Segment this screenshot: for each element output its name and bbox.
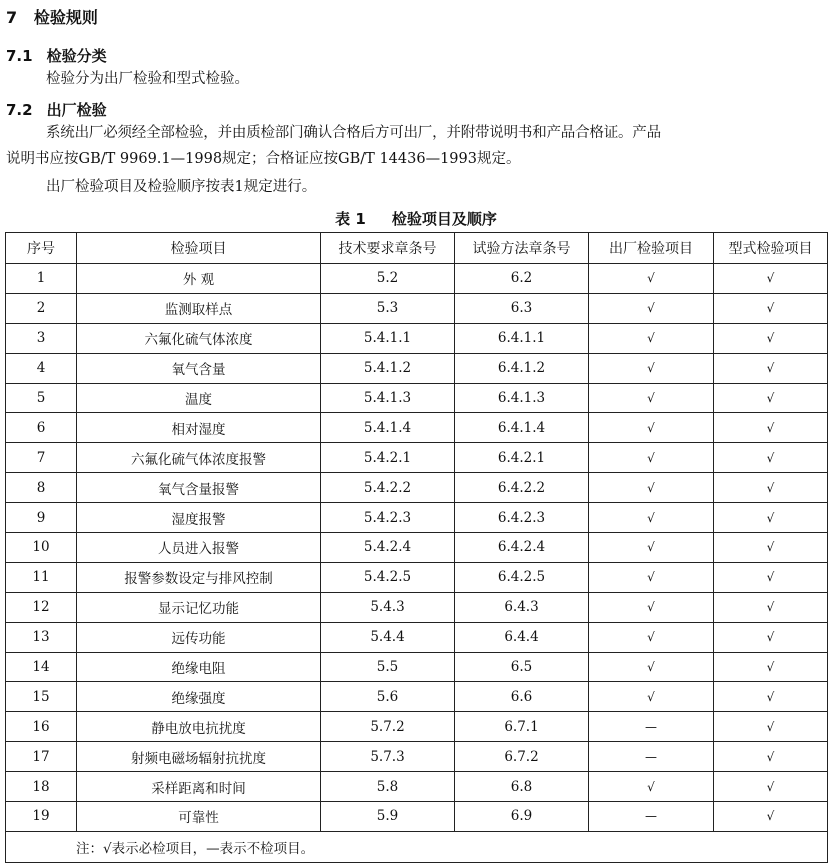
table-cell: √: [589, 353, 714, 383]
table-cell: √: [714, 473, 828, 503]
table-cell: 5.3: [321, 293, 455, 323]
table-cell: √: [589, 503, 714, 533]
table-row: [6, 323, 828, 353]
table-cell: 6.4.1.3: [455, 383, 589, 413]
table-cell: 静电放电抗扰度: [77, 712, 321, 742]
subsection-number: 7.2: [6, 101, 33, 119]
table-cell: 5.8: [321, 772, 455, 802]
table-cell: 4: [6, 353, 77, 383]
table-cell: 5.7.2: [321, 712, 455, 742]
header-cell: 出厂检验项目: [589, 233, 714, 264]
table-cell: √: [589, 772, 714, 802]
table-cell: 3: [6, 323, 77, 353]
table-row: [6, 533, 828, 563]
table-cell: 14: [6, 652, 77, 682]
table-cell: 6.8: [455, 772, 589, 802]
table-cell: —: [589, 712, 714, 742]
table-cell: 6.2: [455, 264, 589, 294]
table-cell: 6.4.1.4: [455, 413, 589, 443]
table-cell: 6.4.2.2: [455, 473, 589, 503]
table-cell: 17: [6, 742, 77, 772]
table-cell: 5.7.3: [321, 742, 455, 772]
table-cell: √: [589, 383, 714, 413]
table-cell: √: [589, 473, 714, 503]
table-cell: 绝缘电阻: [77, 652, 321, 682]
subsection-7-1-text: 检验分为出厂检验和型式检验。: [46, 71, 249, 87]
table-cell: 5.4.1.1: [321, 323, 455, 353]
table-cell: √: [714, 772, 828, 802]
table-cell: 6.3: [455, 293, 589, 323]
table-row: [6, 383, 828, 413]
table-cell: √: [714, 682, 828, 712]
table-cell: —: [589, 742, 714, 772]
table-cell: 远传功能: [77, 622, 321, 652]
section-heading: [6, 5, 98, 28]
table-row: [6, 592, 828, 622]
table-cell: 16: [6, 712, 77, 742]
table-header-row: [6, 233, 828, 264]
table-cell: 5.4.2.4: [321, 533, 455, 563]
table-row: [6, 742, 828, 772]
table-cell: 5.4.3: [321, 592, 455, 622]
table-cell: 19: [6, 802, 77, 832]
table-cell: 5.4.2.5: [321, 562, 455, 592]
table-cell: √: [714, 802, 828, 832]
table-cell: 5.4.2.1: [321, 443, 455, 473]
table-cell: 5.4.1.4: [321, 413, 455, 443]
table-cell: 15: [6, 682, 77, 712]
table-cell: √: [714, 383, 828, 413]
header-cell: 序号: [6, 233, 77, 264]
table-caption-number: 表 1: [335, 210, 366, 228]
table-row: [6, 413, 828, 443]
table-cell: √: [589, 323, 714, 353]
table-cell: √: [714, 742, 828, 772]
table-row: [6, 293, 828, 323]
table-row: [6, 712, 828, 742]
table-cell: √: [714, 712, 828, 742]
table-cell: 可靠性: [77, 802, 321, 832]
table-row: [6, 562, 828, 592]
table-cell: 6.4.2.3: [455, 503, 589, 533]
subsection-7-2-heading: [6, 99, 107, 120]
table-cell: √: [714, 293, 828, 323]
table-cell: 相对湿度: [77, 413, 321, 443]
table-cell: 18: [6, 772, 77, 802]
table-cell: 13: [6, 622, 77, 652]
inspection-table: [5, 232, 828, 863]
paragraph-line: 说明书应按GB/T 9969.1—1998规定；合格证应按GB/T 14436—1993规定。: [6, 151, 521, 167]
table-cell: 湿度报警: [77, 503, 321, 533]
table-cell: 7: [6, 443, 77, 473]
table-cell: 5.6: [321, 682, 455, 712]
table-row: [6, 772, 828, 802]
table-cell: 8: [6, 473, 77, 503]
table-cell: 6.4.3: [455, 592, 589, 622]
header-cell: 检验项目: [77, 233, 321, 264]
table-cell: 5.4.2.2: [321, 473, 455, 503]
table-cell: 6.4.2.4: [455, 533, 589, 563]
table-cell: 氧气含量报警: [77, 473, 321, 503]
table-cell: √: [714, 503, 828, 533]
table-cell: √: [589, 533, 714, 563]
table-cell: √: [589, 443, 714, 473]
table-cell: 氧气含量: [77, 353, 321, 383]
table-cell: 2: [6, 293, 77, 323]
table-note: 注：√表示必检项目，—表示不检项目。: [6, 831, 828, 862]
subsection-title: 检验分类: [46, 47, 107, 65]
table-cell: 5.4.4: [321, 622, 455, 652]
table-cell: 6.4.1.1: [455, 323, 589, 353]
table-caption-title: 检验项目及顺序: [391, 210, 497, 228]
table-cell: 6.4.2.5: [455, 562, 589, 592]
table-cell: √: [714, 443, 828, 473]
table-row: [6, 802, 828, 832]
paragraph-line: 出厂检验项目及检验顺序按表1规定进行。: [46, 179, 317, 195]
table-cell: √: [714, 652, 828, 682]
table-cell: 采样距离和时间: [77, 772, 321, 802]
table-row: [6, 264, 828, 294]
table-cell: 温度: [77, 383, 321, 413]
table-cell: 六氟化硫气体浓度报警: [77, 443, 321, 473]
table-cell: √: [589, 592, 714, 622]
table-cell: √: [714, 562, 828, 592]
subsection-number: 7.1: [6, 47, 33, 65]
table-cell: √: [714, 323, 828, 353]
table-cell: √: [589, 562, 714, 592]
table-cell: 5.2: [321, 264, 455, 294]
table-cell: 六氟化硫气体浓度: [77, 323, 321, 353]
table-cell: √: [589, 413, 714, 443]
table-cell: 人员进入报警: [77, 533, 321, 563]
subsection-7-1-heading: [6, 45, 107, 66]
table-cell: 6.7.2: [455, 742, 589, 772]
table-cell: 5.5: [321, 652, 455, 682]
table-cell: 9: [6, 503, 77, 533]
table-cell: 10: [6, 533, 77, 563]
table-cell: 11: [6, 562, 77, 592]
table-cell: 6.6: [455, 682, 589, 712]
table-cell: √: [714, 622, 828, 652]
header-cell: 型式检验项目: [714, 233, 828, 264]
table-cell: 报警参数设定与排风控制: [77, 562, 321, 592]
table-cell: 绝缘强度: [77, 682, 321, 712]
table-cell: √: [714, 592, 828, 622]
table-body: [6, 264, 828, 832]
table-cell: 6.5: [455, 652, 589, 682]
section-number: 7: [6, 8, 18, 27]
table-cell: √: [714, 264, 828, 294]
table-cell: √: [589, 264, 714, 294]
paragraph-line: 系统出厂必须经全部检验，并由质检部门确认合格后方可出厂，并附带说明书和产品合格证。产品: [46, 125, 661, 141]
table-cell: √: [589, 293, 714, 323]
table-cell: √: [589, 652, 714, 682]
table-cell: 6.4.2.1: [455, 443, 589, 473]
table-row: [6, 353, 828, 383]
table-cell: 6: [6, 413, 77, 443]
table-cell: 5.4.1.3: [321, 383, 455, 413]
table-cell: √: [589, 682, 714, 712]
table-cell: 射频电磁场辐射抗扰度: [77, 742, 321, 772]
subsection-title: 出厂检验: [46, 101, 107, 119]
table-row: [6, 473, 828, 503]
table-cell: 6.4.1.2: [455, 353, 589, 383]
table-row: [6, 443, 828, 473]
table-cell: 5.9: [321, 802, 455, 832]
table-cell: √: [589, 622, 714, 652]
table-cell: √: [714, 533, 828, 563]
header-cell: 试验方法章条号: [455, 233, 589, 264]
table-row: [6, 652, 828, 682]
table-cell: √: [714, 353, 828, 383]
table-cell: 1: [6, 264, 77, 294]
table-row: [6, 503, 828, 533]
table-cell: 显示记忆功能: [77, 592, 321, 622]
table-cell: 6.4.4: [455, 622, 589, 652]
table-row: [6, 622, 828, 652]
table-row: [6, 682, 828, 712]
table-cell: 12: [6, 592, 77, 622]
header-cell: 技术要求章条号: [321, 233, 455, 264]
section-title: 检验规则: [33, 8, 98, 27]
table-cell: 5.4.2.3: [321, 503, 455, 533]
table-cell: —: [589, 802, 714, 832]
table-note-row: [6, 831, 828, 862]
table-cell: 5.4.1.2: [321, 353, 455, 383]
table-cell: 监测取样点: [77, 293, 321, 323]
table-cell: 6.9: [455, 802, 589, 832]
table-cell: 外 观: [77, 264, 321, 294]
table-cell: 5: [6, 383, 77, 413]
table-caption: [0, 208, 832, 229]
table-cell: 6.7.1: [455, 712, 589, 742]
table-cell: √: [714, 413, 828, 443]
